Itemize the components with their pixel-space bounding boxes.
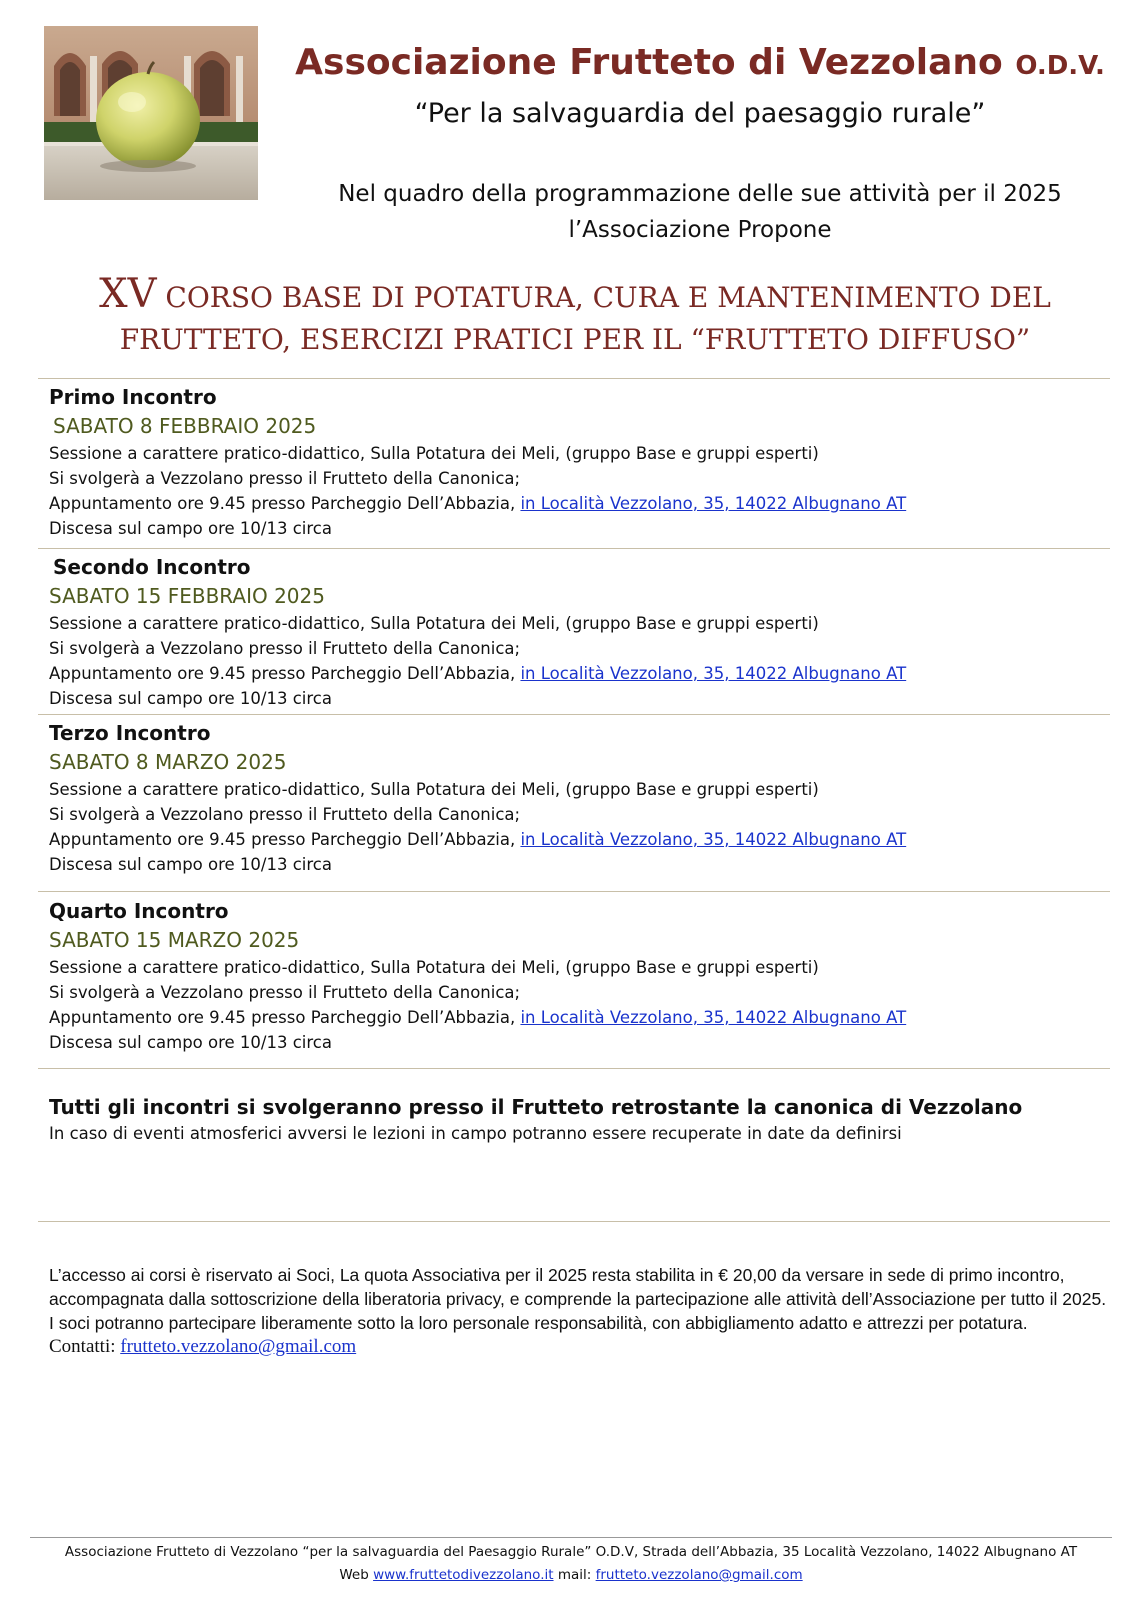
session-time: Discesa sul campo ore 10/13 circa — [49, 1033, 332, 1052]
footer — [30, 1541, 1112, 1587]
session-date: SABATO 8 FEBBRAIO 2025 — [53, 414, 317, 438]
session-title: Terzo Incontro — [49, 721, 211, 745]
divider — [38, 1068, 1110, 1069]
divider — [38, 548, 1110, 549]
session-time: Discesa sul campo ore 10/13 circa — [49, 519, 332, 538]
closing-title: Tutti gli incontri si svolgeranno presso il Frutteto retrostante la canonica di Vezzolano — [49, 1095, 1023, 1119]
session-description: Sessione a carattere pratico-didattico, Sulla Potatura dei Meli, (gruppo Base e gruppi esperti) — [49, 444, 819, 463]
session-location: Si svolgerà a Vezzolano presso il Frutteto della Canonica; — [49, 639, 521, 658]
footer-email-link[interactable]: frutteto.vezzolano@gmail.com — [595, 1567, 803, 1583]
session-block — [49, 553, 1109, 711]
organization-motto: “Per la salvaguardia del paesaggio rurale” — [414, 98, 986, 129]
apple-cloister-photo — [44, 26, 258, 200]
session-meeting-point — [49, 491, 1109, 516]
address-link[interactable]: in Località Vezzolano, 35, 14022 Albugnano AT — [520, 664, 907, 683]
footer-divider — [30, 1537, 1112, 1538]
session-block — [49, 719, 1109, 877]
meeting-text: Appuntamento ore 9.45 presso Parcheggio Dell’Abbazia, — [49, 830, 521, 849]
session-description: Sessione a carattere pratico-didattico, Sulla Potatura dei Meli, (gruppo Base e gruppi esperti) — [49, 614, 819, 633]
session-meeting-point — [49, 1005, 1109, 1030]
session-meeting-point — [49, 661, 1109, 686]
footer-address: Associazione Frutteto di Vezzolano “per la salvaguardia del Paesaggio Rurale” O.D.V, Strada dell’Abbazia, 35 Località Vezzolano, 14022 Albugnano AT — [64, 1544, 1078, 1560]
session-time: Discesa sul campo ore 10/13 circa — [49, 689, 332, 708]
session-date: SABATO 8 MARZO 2025 — [49, 750, 287, 774]
contacts-line — [49, 1335, 1109, 1359]
closing-section — [49, 1093, 1109, 1147]
divider — [38, 378, 1110, 379]
session-time: Discesa sul campo ore 10/13 circa — [49, 855, 332, 874]
footer-web-line — [30, 1564, 1112, 1587]
website-link[interactable]: www.fruttetodivezzolano.it — [373, 1567, 554, 1583]
organization-title — [270, 42, 1130, 83]
meeting-text: Appuntamento ore 9.45 presso Parcheggio Dell’Abbazia, — [49, 1008, 521, 1027]
contacts-label: Contatti: — [49, 1336, 121, 1357]
contacts-email-link[interactable]: frutteto.vezzolano@gmail.com — [120, 1336, 357, 1357]
address-link[interactable]: in Località Vezzolano, 35, 14022 Albugnano AT — [520, 830, 907, 849]
meeting-text: Appuntamento ore 9.45 presso Parcheggio Dell’Abbazia, — [49, 664, 521, 683]
session-description: Sessione a carattere pratico-didattico, Sulla Potatura dei Meli, (gruppo Base e gruppi esperti) — [49, 958, 819, 977]
meeting-text: Appuntamento ore 9.45 presso Parcheggio Dell’Abbazia, — [49, 494, 521, 513]
course-title-text-1: CORSO BASE DI POTATURA, CURA E MANTENIMENTO DEL — [165, 281, 1051, 314]
divider — [38, 714, 1110, 715]
course-title — [30, 273, 1120, 361]
session-title: Primo Incontro — [49, 385, 217, 409]
session-date: SABATO 15 MARZO 2025 — [49, 928, 300, 952]
session-description: Sessione a carattere pratico-didattico, Sulla Potatura dei Meli, (gruppo Base e gruppi esperti) — [49, 780, 819, 799]
session-location: Si svolgerà a Vezzolano presso il Frutteto della Canonica; — [49, 469, 521, 488]
session-location: Si svolgerà a Vezzolano presso il Frutteto della Canonica; — [49, 983, 521, 1002]
session-meeting-point — [49, 827, 1109, 852]
intro-line-1: Nel quadro della programmazione delle sue attività per il 2025 — [338, 181, 1062, 207]
address-link[interactable]: in Località Vezzolano, 35, 14022 Albugnano AT — [520, 494, 907, 513]
session-title: Quarto Incontro — [49, 899, 229, 923]
divider — [38, 1221, 1110, 1222]
mail-label: mail: — [553, 1567, 596, 1583]
session-date: SABATO 15 FEBBRAIO 2025 — [49, 584, 325, 608]
org-name: Associazione Frutteto di Vezzolano — [295, 42, 1003, 83]
session-block — [49, 897, 1109, 1055]
course-title-line-2: FRUTTETO, ESERCIZI PRATICI PER IL “FRUTTETO DIFFUSO” — [119, 323, 1031, 356]
access-paragraph-2: I soci potranno partecipare liberamente sotto la loro personale responsabilità, con abbigliamento adatto e attrezzi per potatura. — [49, 1313, 1028, 1333]
intro-line-2: l’Associazione Propone — [568, 217, 832, 243]
session-title: Secondo Incontro — [53, 555, 251, 579]
session-location: Si svolgerà a Vezzolano presso il Frutteto della Canonica; — [49, 805, 521, 824]
web-label: Web — [339, 1567, 374, 1583]
closing-note: In caso di eventi atmosferici avversi le lezioni in campo potranno essere recuperate in date da definirsi — [49, 1124, 902, 1143]
session-block — [49, 383, 1109, 541]
org-suffix: O.D.V. — [1015, 51, 1105, 81]
divider — [38, 891, 1110, 892]
address-link[interactable]: in Località Vezzolano, 35, 14022 Albugnano AT — [520, 1008, 907, 1027]
course-numeral: XV — [99, 271, 157, 317]
access-info — [49, 1263, 1109, 1359]
access-paragraph-1: L’accesso ai corsi è riservato ai Soci, La quota Associativa per il 2025 resta stabilita in € 20,00 da versare in sede di primo incontro, accompagnata dalla sottoscrizione della liberatoria privacy, e comprende la partecipazione alle attività dell’Associazione per tutto il 2025. — [49, 1265, 1107, 1309]
course-title-line-1 — [30, 273, 1120, 319]
